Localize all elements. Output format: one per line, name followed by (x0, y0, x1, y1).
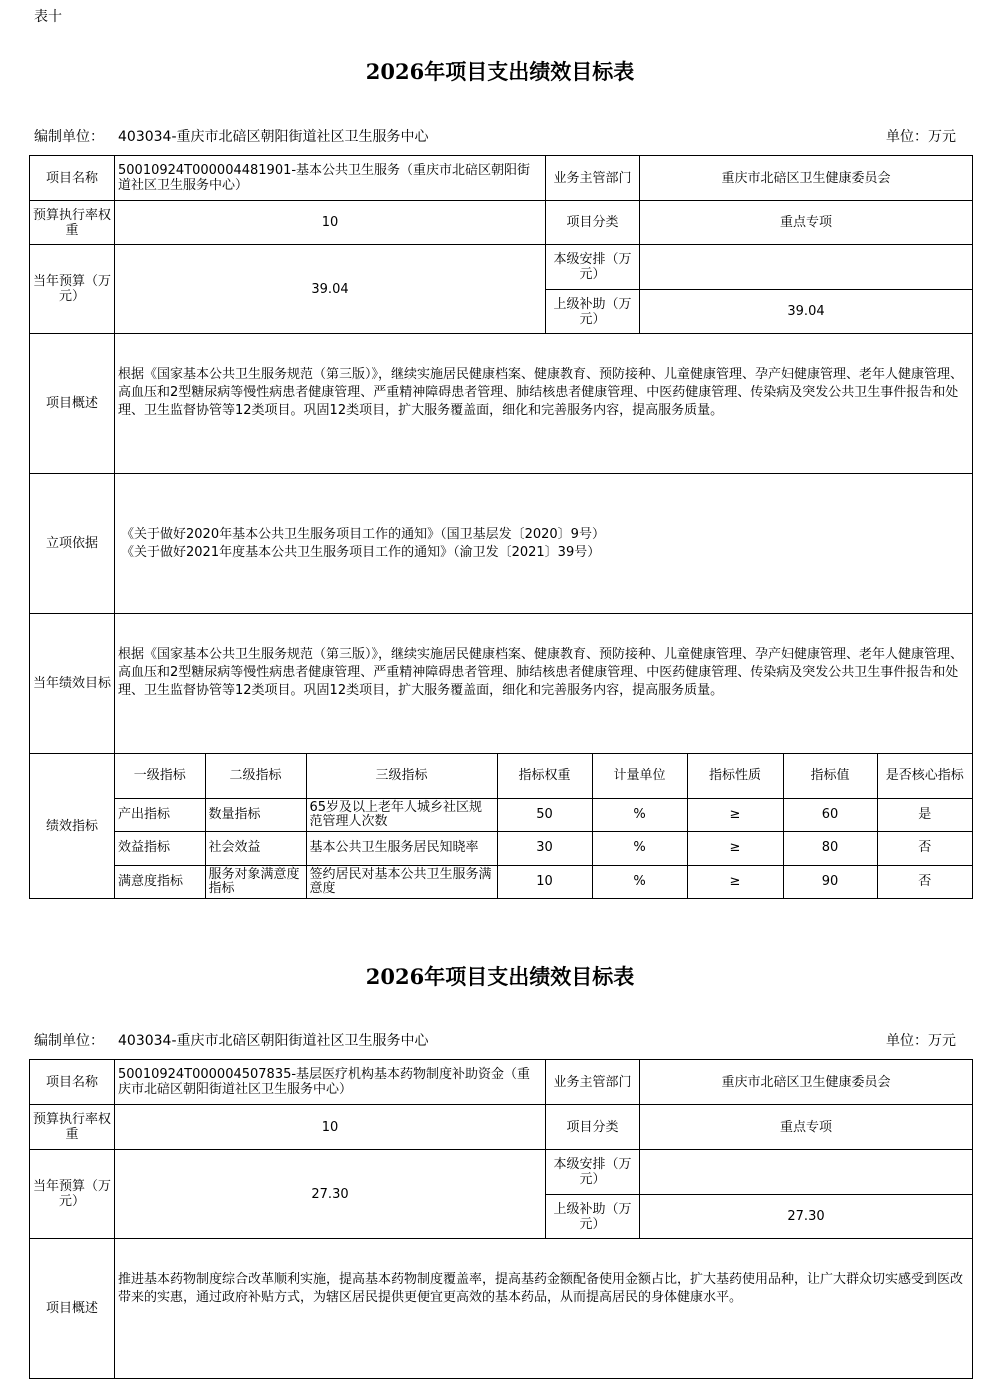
goal-text: 根据《国家基本公共卫生服务规范（第三版）》，继续实施居民健康档案、健康教育、预防接种、儿童健康管理、孕产妇健康管理、老年人健康管理、高血压和2型糖尿病等慢性病患者健康管理、严重精神障碍患者管理、肺结核患者健康管理、中医药健康管理、传染病及突发公共卫生事件报告和处理、卫生监督协管等12类项目。巩固12类项目，扩大服务覆盖面，细化和完善服务内容，提高服务质量。 (115, 614, 973, 754)
label-local: 本级安排（万元） (546, 1150, 640, 1195)
ind-weight: 10 (497, 865, 592, 898)
label-exec-weight: 预算执行率权重 (30, 201, 115, 245)
ind-nature: ≥ (687, 865, 783, 898)
form1-unit-label: 编制单位： (34, 129, 104, 145)
label-upper: 上级补助（万元） (546, 290, 640, 334)
ind-core: 是 (877, 798, 972, 831)
label-budget: 当年预算（万元） (30, 245, 115, 334)
label-budget: 当年预算（万元） (30, 1150, 115, 1239)
table-row (115, 831, 972, 865)
category-value: 重点专项 (640, 201, 973, 245)
project-name-value: 50010924T000004507835-基层医疗机构基本药物制度补助资金（重庆市北碚区朝阳街道社区卫生服务中心） (115, 1060, 546, 1105)
label-overview: 项目概述 (30, 334, 115, 474)
indicators-cell (115, 754, 973, 899)
exec-weight-value: 10 (115, 1105, 546, 1150)
ind-header-value: 指标值 (783, 754, 877, 798)
ind-l2: 数量指标 (205, 798, 306, 831)
ind-unit: % (592, 865, 687, 898)
budget-value: 39.04 (115, 245, 546, 334)
form2-currency: 单位：万元 (886, 1033, 956, 1049)
basis-text (115, 474, 973, 614)
label-goal: 当年绩效目标 (30, 614, 115, 754)
local-value (640, 1150, 973, 1195)
ind-l2: 社会效益 (205, 831, 306, 865)
ind-unit: % (592, 798, 687, 831)
ind-unit: % (592, 831, 687, 865)
form2-title: 2026年项目支出绩效目标表 (365, 964, 635, 989)
form2-table (29, 1059, 973, 1379)
form1-unit-value: 403034-重庆市北碚区朝阳街道社区卫生服务中心 (118, 129, 429, 145)
ind-nature: ≥ (687, 798, 783, 831)
ind-header-l1: 一级指标 (115, 754, 205, 798)
indicators-table (115, 754, 972, 898)
ind-l3: 65岁及以上老年人城乡社区规范管理人次数 (306, 798, 497, 831)
form1-table (29, 155, 973, 899)
ind-header-unit: 计量单位 (592, 754, 687, 798)
ind-l1: 效益指标 (115, 831, 205, 865)
label-basis: 立项依据 (30, 474, 115, 614)
ind-core: 否 (877, 831, 972, 865)
label-exec-weight: 预算执行率权重 (30, 1105, 115, 1150)
label-category: 项目分类 (546, 1105, 640, 1150)
ind-value: 60 (783, 798, 877, 831)
label-project-name: 项目名称 (30, 1060, 115, 1105)
ind-weight: 50 (497, 798, 592, 831)
overview-text: 根据《国家基本公共卫生服务规范（第三版）》，继续实施居民健康档案、健康教育、预防接种、儿童健康管理、孕产妇健康管理、老年人健康管理、高血压和2型糖尿病等慢性病患者健康管理、严重精神障碍患者管理、肺结核患者健康管理、中医药健康管理、传染病及突发公共卫生事件报告和处理、卫生监督协管等12类项目。巩固12类项目，扩大服务覆盖面，细化和完善服务内容，提高服务质量。 (115, 334, 973, 474)
upper-value: 39.04 (640, 290, 973, 334)
basis-line-2: 《关于做好2021年度基本公共卫生服务项目工作的通知》（渝卫发〔2021〕39号） (121, 544, 601, 560)
ind-l3: 签约居民对基本公共卫生服务满意度 (306, 865, 497, 898)
exec-weight-value: 10 (115, 201, 546, 245)
ind-value: 90 (783, 865, 877, 898)
label-dept: 业务主管部门 (546, 1060, 640, 1105)
label-project-name: 项目名称 (30, 156, 115, 201)
ind-header-l2: 二级指标 (205, 754, 306, 798)
budget-value: 27.30 (115, 1150, 546, 1239)
label-overview: 项目概述 (30, 1239, 115, 1379)
form2-unit-value: 403034-重庆市北碚区朝阳街道社区卫生服务中心 (118, 1033, 429, 1049)
form2-unit-label: 编制单位： (34, 1033, 104, 1049)
ind-l3: 基本公共卫生服务居民知晓率 (306, 831, 497, 865)
ind-value: 80 (783, 831, 877, 865)
ind-nature: ≥ (687, 831, 783, 865)
label-category: 项目分类 (546, 201, 640, 245)
ind-header-core: 是否核心指标 (877, 754, 972, 798)
ind-l1: 产出指标 (115, 798, 205, 831)
dept-value: 重庆市北碚区卫生健康委员会 (640, 156, 973, 201)
dept-value: 重庆市北碚区卫生健康委员会 (640, 1060, 973, 1105)
overview-text: 推进基本药物制度综合改革顺利实施，提高基本药物制度覆盖率，提高基药金额配备使用金额占比，扩大基药使用品种，让广大群众切实感受到医改带来的实惠，通过政府补贴方式，为辖区居民提供更便宜更高效的基本药品，从而提高居民的身体健康水平。 (115, 1239, 973, 1379)
ind-l2: 服务对象满意度指标 (205, 865, 306, 898)
label-upper: 上级补助（万元） (546, 1195, 640, 1239)
corner-label: 表十 (34, 9, 62, 25)
ind-weight: 30 (497, 831, 592, 865)
local-value (640, 245, 973, 290)
ind-core: 否 (877, 865, 972, 898)
ind-header-weight: 指标权重 (497, 754, 592, 798)
table-row (115, 798, 972, 831)
table-row (115, 865, 972, 898)
basis-line-1: 《关于做好2020年基本公共卫生服务项目工作的通知》（国卫基层发〔2020〕9号） (121, 526, 605, 542)
form1-title: 2026年项目支出绩效目标表 (365, 59, 635, 84)
upper-value: 27.30 (640, 1195, 973, 1239)
category-value: 重点专项 (640, 1105, 973, 1150)
project-name-value: 50010924T000004481901-基本公共卫生服务（重庆市北碚区朝阳街道社区卫生服务中心） (115, 156, 546, 201)
label-local: 本级安排（万元） (546, 245, 640, 290)
ind-l1: 满意度指标 (115, 865, 205, 898)
label-dept: 业务主管部门 (546, 156, 640, 201)
ind-header-l3: 三级指标 (306, 754, 497, 798)
label-indicators: 绩效指标 (30, 754, 115, 899)
form1-currency: 单位：万元 (886, 129, 956, 145)
ind-header-nature: 指标性质 (687, 754, 783, 798)
